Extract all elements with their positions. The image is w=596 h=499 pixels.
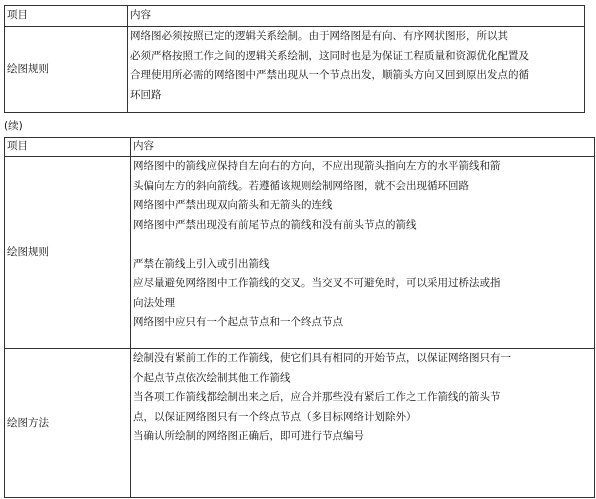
content-line: 合理使用所必需的网络图中严禁出现从一个节点出发，顺箭头方向又回到原出发点的循 (130, 69, 529, 81)
content-line: 向法处理 (133, 296, 175, 309)
content-line: 严禁在箭线上引入或引出箭线 (133, 257, 270, 270)
header-item: 项目 (5, 6, 128, 27)
header-item: 项目 (5, 138, 131, 157)
content-table-1 (4, 5, 585, 113)
continued-label: (续) (4, 120, 23, 132)
content-line: 点，以保证网络图只有一个终点节点（多目标网络计划除外） (133, 410, 417, 423)
header-content: 内容 (128, 6, 585, 27)
table-row (5, 157, 595, 349)
table-header-row (5, 6, 585, 27)
content-line: 网络图中严禁出现没有前尾节点的箭线和没有前头节点的箭线 (133, 218, 417, 231)
row-label: 绘图方法 (5, 349, 131, 498)
content-line: 网络图中的箭线应保持自左向右的方向，不应出现箭头指向左方的水平箭线和箭 (133, 160, 501, 172)
table-row (5, 349, 595, 498)
table-row (5, 27, 585, 113)
content-table-2 (4, 137, 595, 498)
row-content (131, 349, 595, 498)
content-line: 当各项工作箭线都绘制出来之后，应合并那些没有紧后工作之工作箭线的箭头节 (133, 391, 501, 403)
row-content (131, 157, 595, 349)
content-line: 环回路 (130, 88, 162, 101)
row-content (128, 27, 585, 113)
content-line: 个起点节点依次绘制其他工作箭线 (133, 371, 291, 384)
content-line: 应尽量避免网络图中工作箭线的交叉。当交叉不可避免时，可以采用过桥法或指 (133, 277, 501, 289)
content-line: 头偏向左方的斜向箭线。若遵循该规则绘制网络图，就不会出现循环回路 (133, 179, 469, 192)
content-line: 必须严格按照工作之间的逻辑关系绘制，这同时也是为保证工程质量和资源优化配置及 (130, 49, 529, 62)
content-line: 当确认所绘制的网络图正确后，即可进行节点编号 (133, 430, 364, 442)
row-label: 绘图规则 (5, 27, 128, 113)
blank-line (133, 235, 592, 255)
content-line: 绘制没有紧前工作的工作箭线，使它们具有相同的开始节点，以保证网络图只有一 (133, 352, 511, 364)
header-content: 内容 (131, 138, 595, 157)
row-label: 绘图规则 (5, 157, 131, 349)
content-line: 网络图中严禁出现双向箭头和无箭头的连线 (133, 199, 333, 211)
table-header-row (5, 138, 595, 157)
content-line: 网络图中应只有一个起点节点和一个终点节点 (133, 316, 343, 328)
content-line: 网络图必须按照已定的逻辑关系绘制。由于网络图是有向、有序网状图形，所以其 (130, 30, 508, 42)
